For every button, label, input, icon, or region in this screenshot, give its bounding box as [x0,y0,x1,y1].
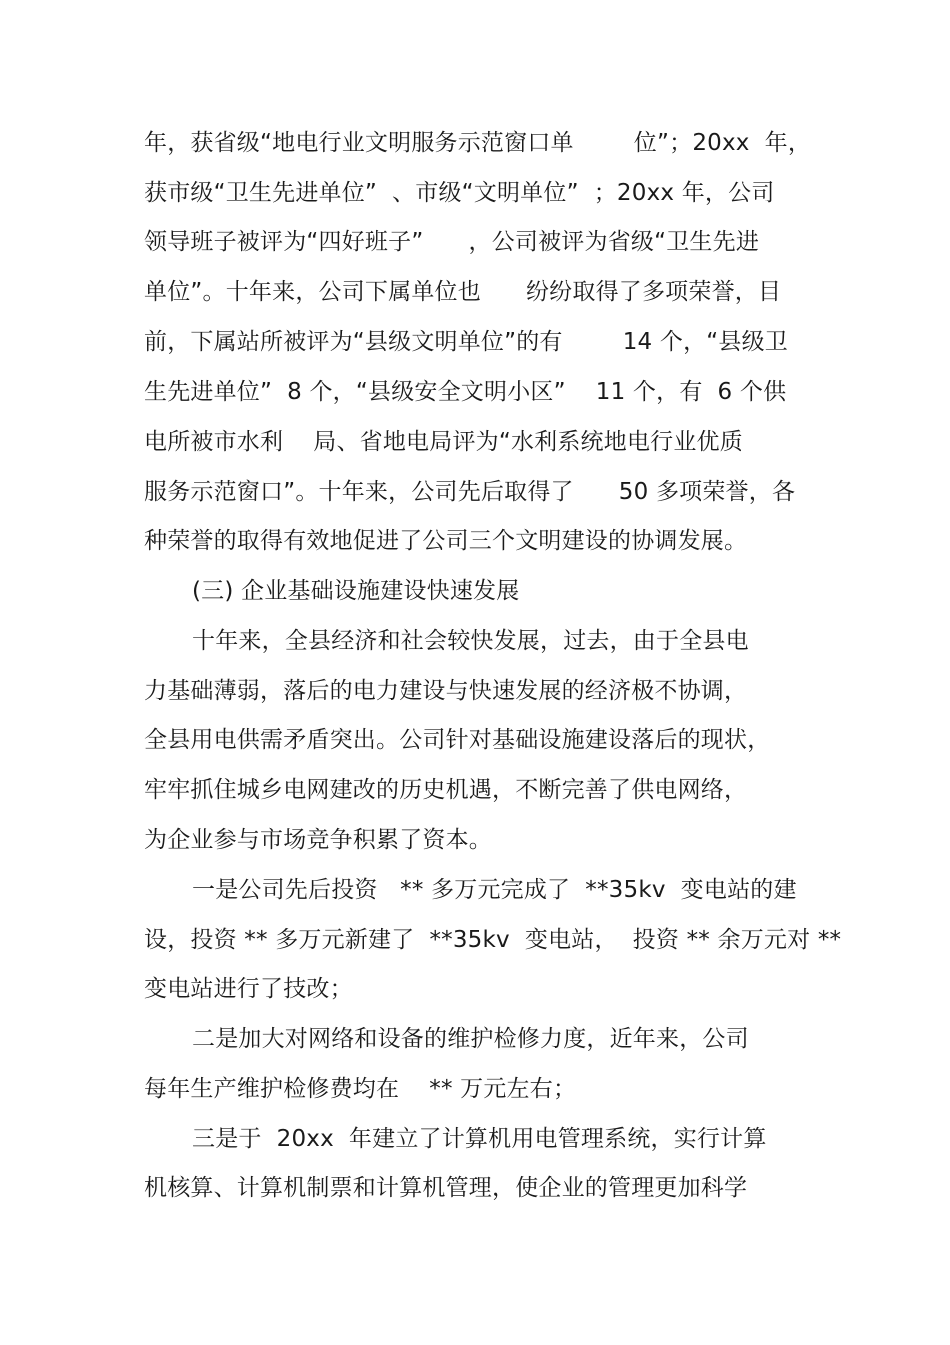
section-heading: (三) 企业基础设施建设快速发展 [192,578,520,604]
paragraph-line: 生先进单位” 8 个，“县级安全文明小区” 11 个，有 6 个供 [144,379,787,405]
paragraph-line: 二是加大对网络和设备的维护检修力度，近年来，公司 [192,1026,749,1052]
paragraph-line: 牢牢抓住城乡电网建改的历史机遇，不断完善了供电网络， [144,777,748,803]
paragraph-line: 单位”。十年来，公司下属单位也 纷纷取得了多项荣誉，目 [144,279,782,305]
paragraph-line: 力基础薄弱，落后的电力建设与快速发展的经济极不协调， [144,678,748,704]
paragraph-line: 每年生产维护检修费均在 ** 万元左右； [144,1076,577,1102]
paragraph-line: 获市级“卫生先进单位” 、市级“文明单位” ；20xx 年，公司 [144,180,775,206]
paragraph-line: 种荣誉的取得有效地促进了公司三个文明建设的协调发展。 [144,528,748,554]
paragraph-line: 为企业参与市场竞争积累了资本。 [144,827,492,853]
paragraph-line: 十年来，全县经济和社会较快发展，过去，由于全县电 [192,628,749,654]
paragraph-line: 全县用电供需矛盾突出。公司针对基础设施建设落后的现状， [144,727,771,753]
paragraph-line: 变电站进行了技改； [144,976,353,1002]
paragraph-line: 领导班子被评为“四好班子” ，公司被评为省级“卫生先进 [144,229,760,255]
paragraph-line: 机核算、计算机制票和计算机管理，使企业的管理更加科学 [144,1175,748,1201]
paragraph-line: 服务示范窗口”。十年来，公司先后取得了 50 多项荣誉，各 [144,479,796,505]
paragraph-line: 年，获省级“地电行业文明服务示范窗口单 位”；20xx 年， [144,130,812,156]
paragraph-line: 前，下属站所被评为“县级文明单位”的有 14 个，“县级卫 [144,329,789,355]
paragraph-line: 电所被市水利 局、省地电局评为“水利系统地电行业优质 [144,429,743,455]
paragraph-line: 一是公司先后投资 ** 多万元完成了 **35kv 变电站的建 [192,877,797,903]
paragraph-line: 三是于 20xx 年建立了计算机用电管理系统，实行计算 [192,1126,767,1152]
paragraph-line: 设，投资 ** 多万元新建了 **35kv 变电站， 投资 ** 余万元对 ** [144,927,842,953]
